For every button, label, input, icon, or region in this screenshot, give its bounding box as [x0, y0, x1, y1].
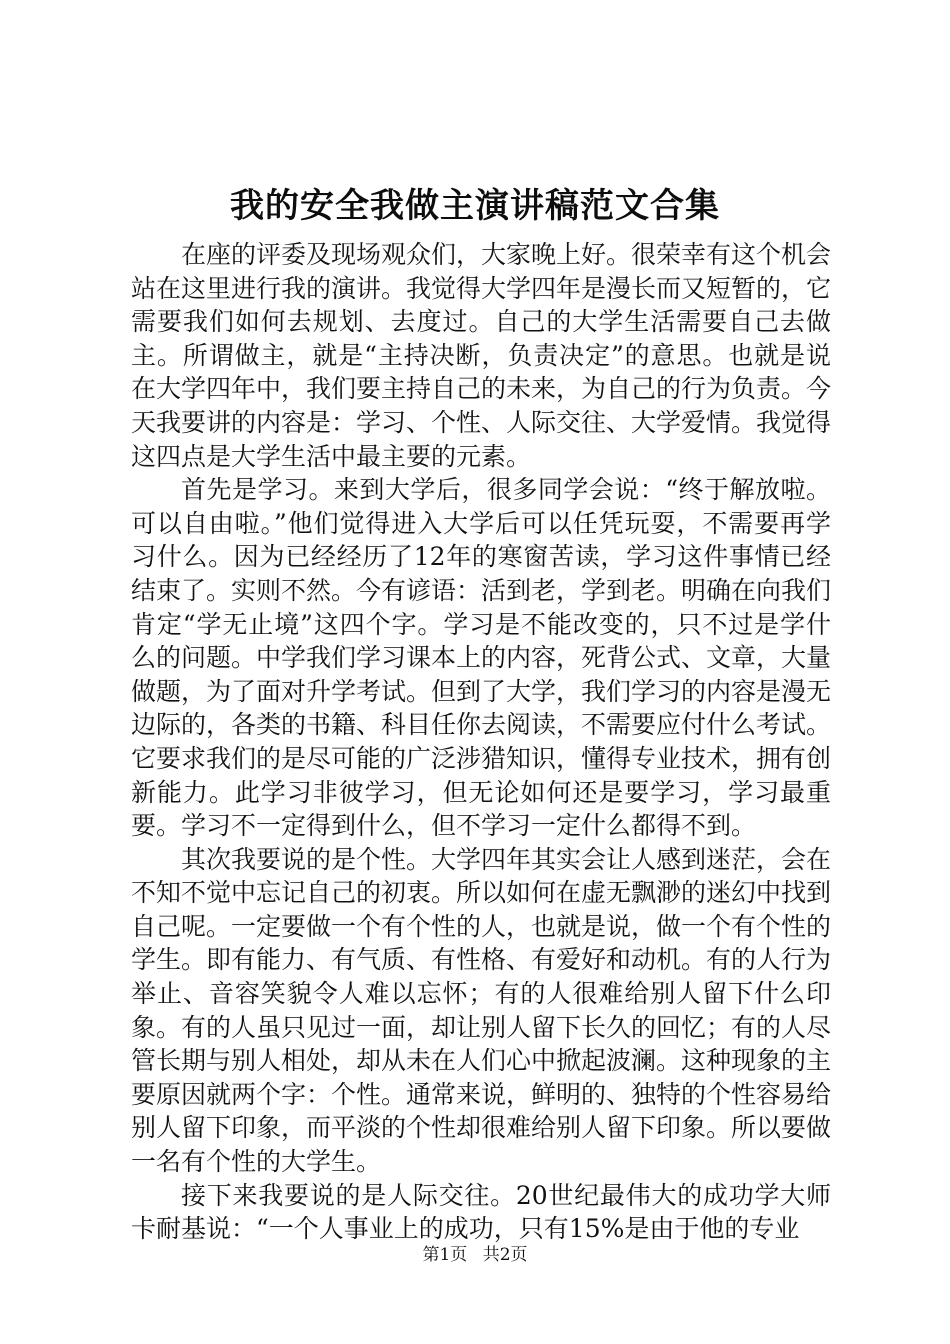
paragraph-personality: 其次我要说的是个性。大学四年其实会让人感到迷茫，会在不知不觉中忘记自己的初衷。所以如何在虚无飘渺的迷幻中找到自己呢。一定要做一个有个性的人，也就是说，做一个有个性的学生。即有能力、有气质、有性格、有爱好和动机。有的人行为举止、音容笑貌令人难以忘怀；有的人很难给别人留下什么印象。有的人虽只见过一面，却让别人留下长久的回忆；有的人尽管长期与别人相处，却从未在人们心中掀起波澜。这种现象的主要原因就两个字：个性。通常来说，鲜明的、独特的个性容易给别人留下印象，而平淡的个性却很难给别人留下印象。所以要做一名有个性的大学生。: [131, 844, 832, 1177]
paragraph-intro: 在座的评委及现场观众们，大家晚上好。很荣幸有这个机会站在这里进行我的演讲。我觉得大学四年是漫长而又短暂的，它需要我们如何去规划、去度过。自己的大学生活需要自己去做主。所谓做主，就是“主持决断，负责决定”的意思。也就是说在大学四年中，我们要主持自己的未来，为自己的行为负责。今天我要讲的内容是：学习、个性、人际交往、大学爱情。我觉得这四点是大学生活中最主要的元素。: [131, 240, 832, 471]
document-title: 我的安全我做主演讲稿范文合集: [230, 186, 720, 226]
document-body: [131, 238, 831, 1246]
paragraph-study: 首先是学习。来到大学后，很多同学会说：“终于解放啦。可以自由啦。”他们觉得进入大学后可以任凭玩耍，不需要再学习什么。因为已经经历了12年的寒窗苦读，学习这件事情已经结束了。实则不然。今有谚语：活到老，学到老。明确在向我们肯定“学无止境”这四个字。学习是不能改变的，只不过是学什么的问题。中学我们学习课本上的内容，死背公式、文章，大量做题，为了面对升学考试。但到了大学，我们学习的内容是漫无边际的，各类的书籍、科目任你去阅读，不需要应付什么考试。它要求我们的是尽可能的广泛涉猎知识，懂得专业技术，拥有创新能力。此学习非彼学习，但无论如何还是要学习，学习最重要。学习不一定得到什么，但不学习一定什么都得不到。: [131, 475, 832, 841]
paragraph-relationships: 接下来我要说的是人际交往。20世纪最伟大的成功学大师卡耐基说：“一个人事业上的成功，只有15%是由于他的专业: [131, 1180, 831, 1244]
page-total: 共2页: [482, 1245, 528, 1265]
page-number: 第1页: [422, 1245, 468, 1265]
page-footer: [0, 1244, 950, 1266]
